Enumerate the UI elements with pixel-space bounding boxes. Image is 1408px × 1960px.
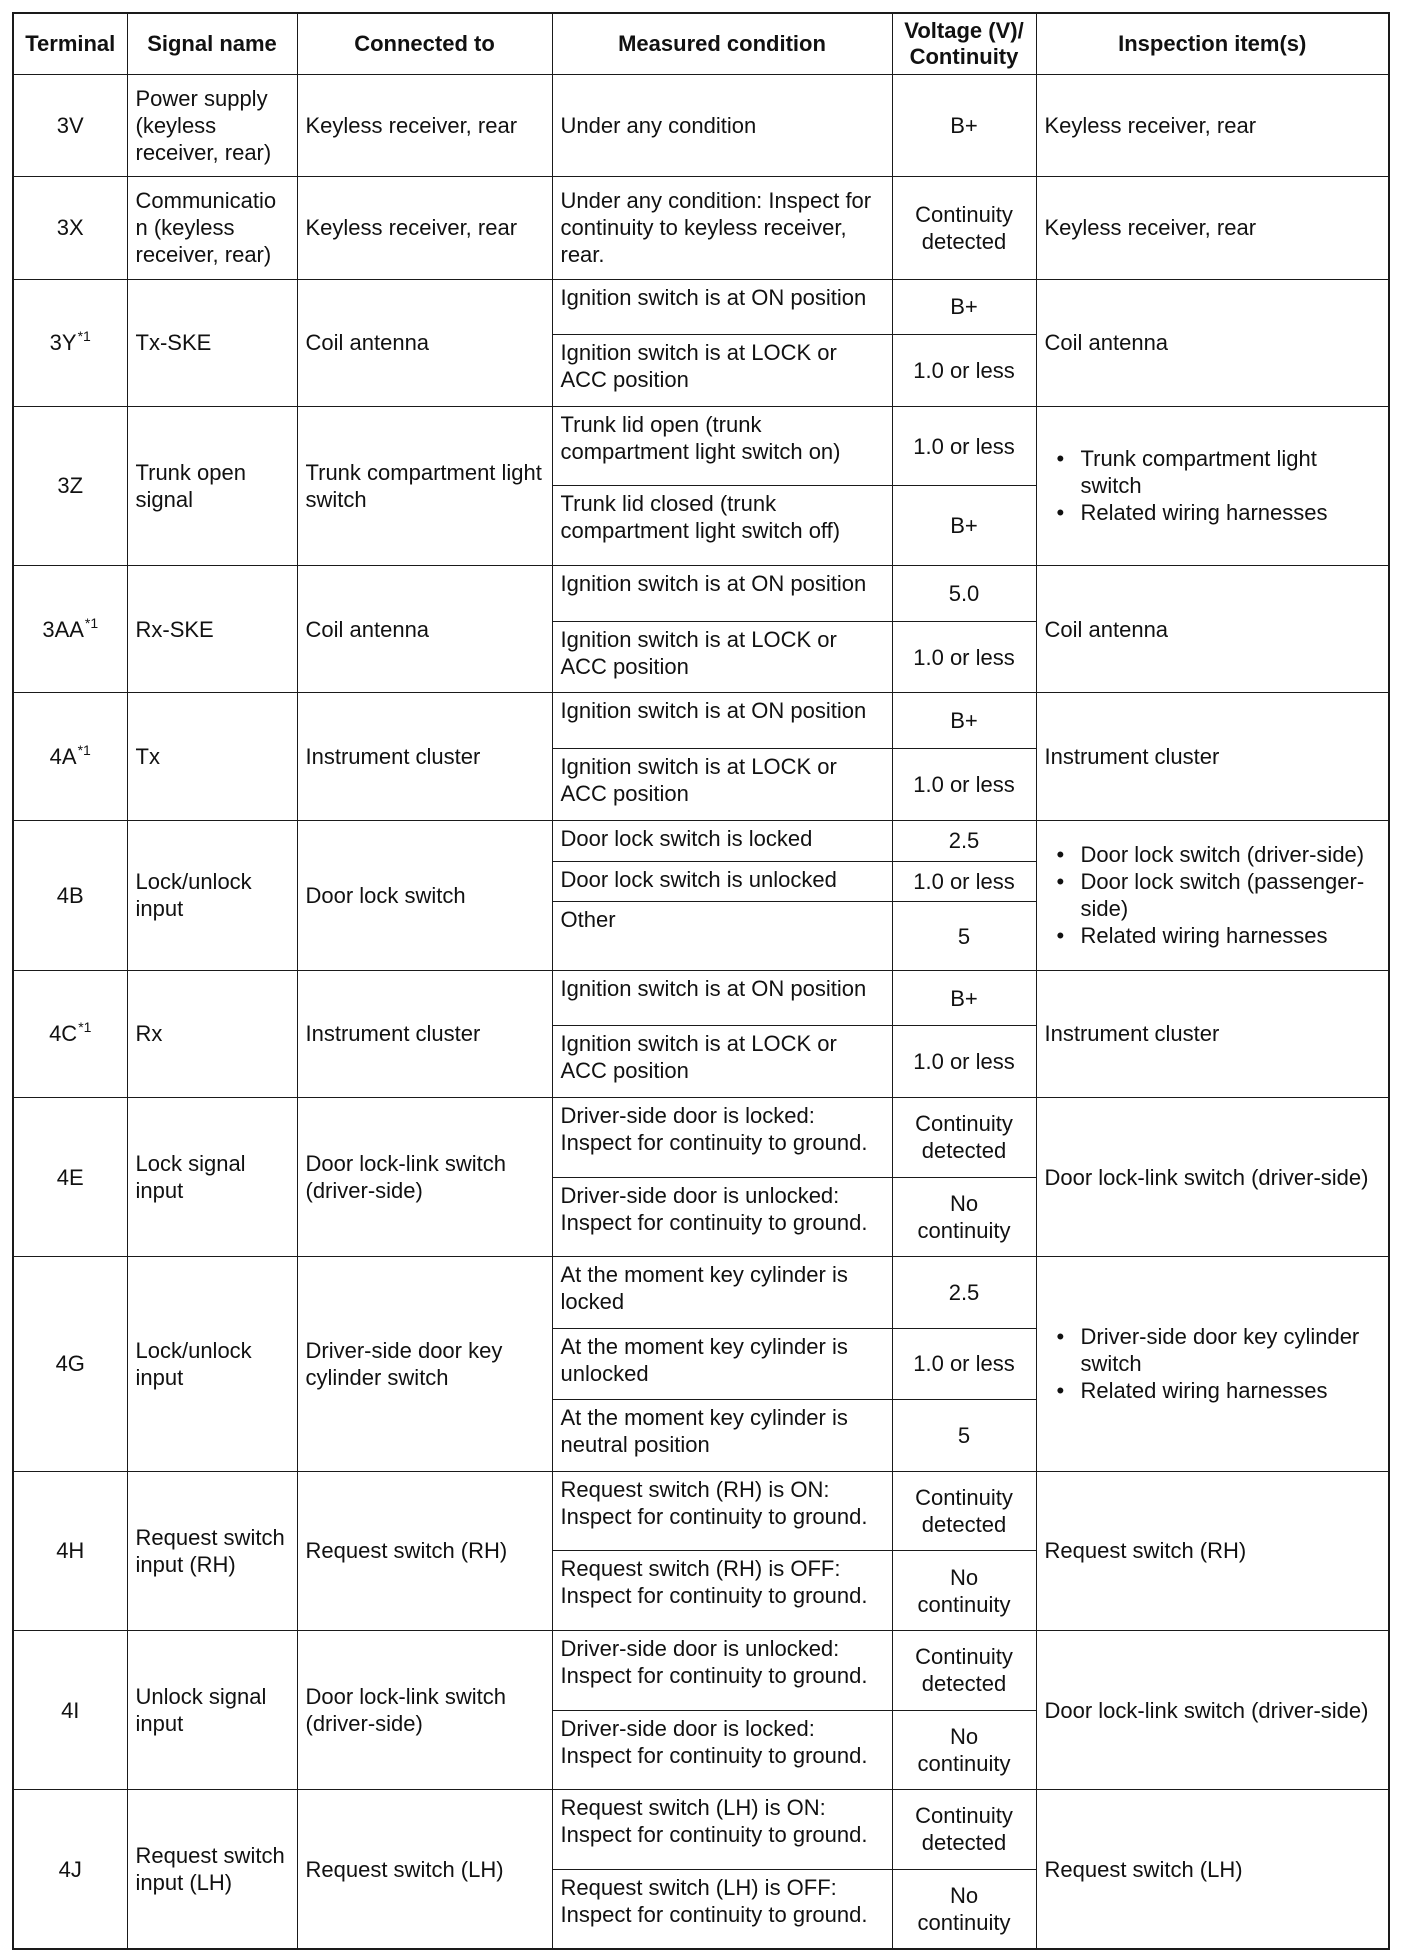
voltage-continuity-cell: 5 [892, 902, 1036, 970]
table-row [13, 75, 1389, 177]
signal-name-cell: Rx [127, 970, 297, 1097]
measured-condition-cell: Ignition switch is at ON position [552, 693, 892, 749]
terminal-id: 3Y [49, 330, 77, 356]
connected-to-cell: Door lock switch [297, 820, 552, 970]
signal-name-cell: Unlock signal input [127, 1631, 297, 1790]
voltage-continuity-cell: 1.0 or less [892, 335, 1036, 407]
terminal-footnote-mark: *1 [77, 741, 91, 758]
table-row [13, 1790, 1389, 1870]
measured-condition-cell: Ignition switch is at ON position [552, 279, 892, 335]
voltage-continuity-cell: Continuity detected [892, 177, 1036, 279]
terminal-cell [13, 1471, 127, 1630]
terminal-cell [13, 566, 127, 693]
terminal-id: 3Z [57, 473, 84, 499]
voltage-continuity-cell: 2.5 [892, 1257, 1036, 1329]
signal-name-cell: Lock signal input [127, 1097, 297, 1256]
inspection-items-cell [1036, 1471, 1389, 1630]
signal-name-cell: Communicatio n (keyless receiver, rear) [127, 177, 297, 279]
inspection-item: Instrument cluster [1044, 1021, 1220, 1047]
terminal-id: 4H [56, 1538, 85, 1564]
inspection-items-cell [1036, 177, 1389, 279]
inspection-item: Request switch (LH) [1044, 1856, 1243, 1882]
inspection-bullet-list [1045, 841, 1381, 949]
inspection-items-cell [1036, 1097, 1389, 1256]
header-connected-to: Connected to [297, 13, 552, 75]
voltage-continuity-cell: B+ [892, 75, 1036, 177]
table-row [13, 820, 1389, 861]
inspection-items-cell [1036, 693, 1389, 820]
terminal-id: 4G [55, 1351, 85, 1377]
inspection-bullet-item: • Door lock switch (driver-side) [1081, 841, 1381, 868]
connected-to-cell: Request switch (LH) [297, 1790, 552, 1949]
terminal-footnote-mark: *1 [78, 1019, 92, 1036]
signal-name-cell: Power supply (keyless receiver, rear) [127, 75, 297, 177]
signal-name-cell: Lock/unlock input [127, 1257, 297, 1472]
terminal-cell [13, 1631, 127, 1790]
table-row [13, 406, 1389, 486]
connected-to-cell: Instrument cluster [297, 693, 552, 820]
connected-to-cell: Door lock-link switch (driver-side) [297, 1097, 552, 1256]
voltage-continuity-cell: Continuity detected [892, 1097, 1036, 1177]
measured-condition-cell: Request switch (RH) is ON: Inspect for continuity to ground. [552, 1471, 892, 1551]
signal-name-cell: Tx [127, 693, 297, 820]
signal-name-cell: Trunk open signal [127, 406, 297, 565]
terminal-cell [13, 406, 127, 565]
connected-to-cell: Coil antenna [297, 566, 552, 693]
connected-to-cell: Keyless receiver, rear [297, 75, 552, 177]
measured-condition-cell: Under any condition [552, 75, 892, 177]
connected-to-cell: Keyless receiver, rear [297, 177, 552, 279]
inspection-bullet-item: • Related wiring harnesses [1081, 922, 1381, 949]
measured-condition-cell: Ignition switch is at ON position [552, 566, 892, 622]
voltage-continuity-cell: B+ [892, 279, 1036, 335]
terminal-id: 4C [49, 1021, 78, 1047]
inspection-items-cell [1036, 1631, 1389, 1790]
header-inspection-items: Inspection item(s) [1036, 13, 1389, 75]
voltage-continuity-cell: 1.0 or less [892, 749, 1036, 821]
voltage-continuity-cell: B+ [892, 970, 1036, 1026]
inspection-bullet-list [1045, 445, 1381, 526]
table-row [13, 693, 1389, 749]
signal-name-cell: Request switch input (RH) [127, 1471, 297, 1630]
inspection-item: Coil antenna [1044, 330, 1169, 356]
inspection-item: Request switch (RH) [1044, 1538, 1247, 1564]
voltage-continuity-cell: B+ [892, 693, 1036, 749]
voltage-continuity-cell: B+ [892, 486, 1036, 566]
measured-condition-cell: Driver-side door is unlocked: Inspect for continuity to ground. [552, 1177, 892, 1257]
terminal-id: 4B [56, 882, 84, 908]
header-voltage-continuity: Voltage (V)/ Continuity [892, 13, 1036, 75]
voltage-continuity-cell: Continuity detected [892, 1631, 1036, 1711]
measured-condition-cell: Other [552, 902, 892, 970]
inspection-item: Door lock-link switch (driver-side) [1044, 1697, 1369, 1723]
signal-name-cell: Tx-SKE [127, 279, 297, 406]
terminal-cell [13, 1257, 127, 1472]
measured-condition-cell: Ignition switch is at ON position [552, 970, 892, 1026]
inspection-items-cell [1036, 566, 1389, 693]
connected-to-cell: Coil antenna [297, 279, 552, 406]
measured-condition-cell: Trunk lid open (trunk compartment light switch on) [552, 406, 892, 486]
inspection-bullet-item: • Trunk compartment light switch [1081, 445, 1381, 499]
voltage-continuity-cell: 5 [892, 1400, 1036, 1472]
inspection-items-cell [1036, 1257, 1389, 1472]
table-row [13, 279, 1389, 335]
inspection-items-cell [1036, 406, 1389, 565]
voltage-continuity-cell: No continuity [892, 1177, 1036, 1257]
terminal-cell [13, 970, 127, 1097]
terminal-id: 4I [61, 1697, 80, 1723]
measured-condition-cell: Trunk lid closed (trunk compartment light switch off) [552, 486, 892, 566]
table-row [13, 970, 1389, 1026]
terminal-cell [13, 279, 127, 406]
inspection-items-cell [1036, 75, 1389, 177]
voltage-continuity-cell: 1.0 or less [892, 621, 1036, 693]
voltage-continuity-cell: Continuity detected [892, 1471, 1036, 1551]
measured-condition-cell: Ignition switch is at LOCK or ACC position [552, 621, 892, 693]
measured-condition-cell: Request switch (RH) is OFF: Inspect for continuity to ground. [552, 1551, 892, 1631]
table-row [13, 566, 1389, 622]
terminal-cell [13, 1097, 127, 1256]
table-row [13, 177, 1389, 279]
signal-name-cell: Rx-SKE [127, 566, 297, 693]
voltage-continuity-cell: 1.0 or less [892, 861, 1036, 902]
table-body [13, 75, 1389, 1950]
voltage-continuity-cell: 1.0 or less [892, 1026, 1036, 1098]
measured-condition-cell: Ignition switch is at LOCK or ACC position [552, 335, 892, 407]
inspection-item: Keyless receiver, rear [1044, 215, 1257, 241]
voltage-continuity-cell: No continuity [892, 1869, 1036, 1949]
voltage-continuity-cell: Continuity detected [892, 1790, 1036, 1870]
measured-condition-cell: Door lock switch is locked [552, 820, 892, 861]
inspection-items-cell [1036, 279, 1389, 406]
inspection-item: Keyless receiver, rear [1044, 113, 1257, 139]
signal-name-cell: Request switch input (LH) [127, 1790, 297, 1949]
terminal-footnote-mark: *1 [77, 328, 91, 345]
voltage-continuity-cell: 1.0 or less [892, 1328, 1036, 1400]
measured-condition-cell: Driver-side door is locked: Inspect for continuity to ground. [552, 1710, 892, 1790]
terminal-id: 3V [56, 113, 84, 139]
measured-condition-cell: Driver-side door is unlocked: Inspect for continuity to ground. [552, 1631, 892, 1711]
connected-to-cell: Request switch (RH) [297, 1471, 552, 1630]
inspection-items-cell [1036, 970, 1389, 1097]
header-terminal: Terminal [13, 13, 127, 75]
terminal-cell [13, 820, 127, 970]
header-row [13, 13, 1389, 75]
connected-to-cell: Door lock-link switch (driver-side) [297, 1631, 552, 1790]
inspection-items-cell [1036, 1790, 1389, 1949]
measured-condition-cell: Under any condition: Inspect for continuity to keyless receiver, rear. [552, 177, 892, 279]
inspection-bullet-item: • Related wiring harnesses [1081, 1377, 1381, 1404]
terminal-cell [13, 177, 127, 279]
terminal-id: 4A [49, 743, 77, 769]
measured-condition-cell: Ignition switch is at LOCK or ACC position [552, 1026, 892, 1098]
header-signal-name: Signal name [127, 13, 297, 75]
voltage-continuity-cell: No continuity [892, 1710, 1036, 1790]
inspection-bullet-list [1045, 1323, 1381, 1404]
table-row [13, 1257, 1389, 1329]
voltage-continuity-cell: 5.0 [892, 566, 1036, 622]
measured-condition-cell: Request switch (LH) is OFF: Inspect for continuity to ground. [552, 1869, 892, 1949]
inspection-item: Coil antenna [1044, 616, 1169, 642]
terminal-inspection-table [12, 12, 1390, 1950]
voltage-continuity-cell: 2.5 [892, 820, 1036, 861]
measured-condition-cell: Driver-side door is locked: Inspect for continuity to ground. [552, 1097, 892, 1177]
header-measured-condition: Measured condition [552, 13, 892, 75]
table-row [13, 1097, 1389, 1177]
measured-condition-cell: At the moment key cylinder is neutral position [552, 1400, 892, 1472]
connected-to-cell: Driver-side door key cylinder switch [297, 1257, 552, 1472]
terminal-footnote-mark: *1 [84, 614, 99, 631]
inspection-bullet-item: • Related wiring harnesses [1081, 499, 1381, 526]
measured-condition-cell: Door lock switch is unlocked [552, 861, 892, 902]
connected-to-cell: Instrument cluster [297, 970, 552, 1097]
terminal-id: 3X [56, 215, 84, 241]
inspection-bullet-item: • Driver-side door key cylinder switch [1081, 1323, 1381, 1377]
table-row [13, 1631, 1389, 1711]
terminal-cell [13, 693, 127, 820]
signal-name-cell: Lock/unlock input [127, 820, 297, 970]
terminal-cell [13, 75, 127, 177]
table-row [13, 1471, 1389, 1551]
inspection-item: Instrument cluster [1044, 743, 1220, 769]
measured-condition-cell: Request switch (LH) is ON: Inspect for continuity to ground. [552, 1790, 892, 1870]
terminal-id: 3AA [42, 616, 84, 642]
voltage-continuity-cell: No continuity [892, 1551, 1036, 1631]
measured-condition-cell: At the moment key cylinder is locked [552, 1257, 892, 1329]
connected-to-cell: Trunk compartment light switch [297, 406, 552, 565]
inspection-bullet-item: • Door lock switch (passenger-side) [1081, 868, 1381, 922]
inspection-items-cell [1036, 820, 1389, 970]
measured-condition-cell: Ignition switch is at LOCK or ACC position [552, 749, 892, 821]
inspection-item: Door lock-link switch (driver-side) [1044, 1164, 1369, 1190]
terminal-cell [13, 1790, 127, 1949]
terminal-id: 4J [58, 1856, 82, 1882]
terminal-id: 4E [56, 1164, 84, 1190]
measured-condition-cell: At the moment key cylinder is unlocked [552, 1328, 892, 1400]
voltage-continuity-cell: 1.0 or less [892, 406, 1036, 486]
